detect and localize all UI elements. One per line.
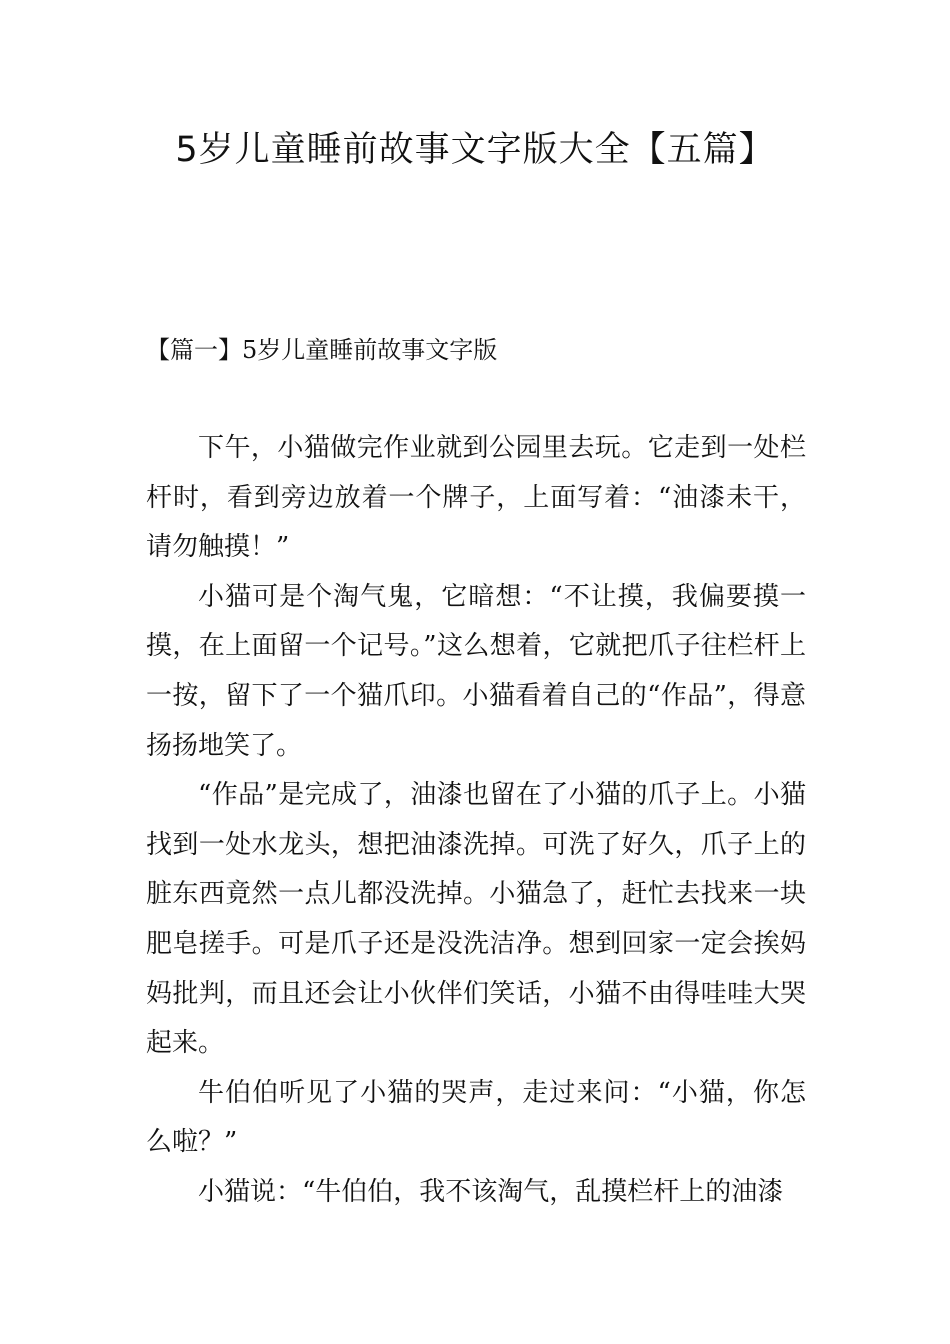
paragraph: 牛伯伯听见了小猫的哭声，走过来问：“小猫，你怎么啦？” (146, 1077, 806, 1158)
paragraph: 小猫可是个淘气鬼，它暗想：“不让摸，我偏要摸一摸，在上面留一个记号。”这么想着，它就把爪子往栏杆上一按，留下了一个猫爪印。小猫看着自己的“作品”，得意扬扬地笑了。 (146, 581, 806, 761)
paragraph: 下午，小猫做完作业就到公园里去玩。它走到一处栏杆时，看到旁边放着一个牌子，上面写着：“油漆未干，请勿触摸！” (146, 433, 806, 563)
story-body (146, 424, 806, 1218)
section-heading: 【篇一】5岁儿童睡前故事文字版 (146, 336, 498, 364)
paragraph: “作品”是完成了，油漆也留在了小猫的爪子上。小猫找到一处水龙头，想把油漆洗掉。可洗了好久，爪子上的脏东西竟然一点儿都没洗掉。小猫急了，赶忙去找来一块肥皂搓手。可是爪子还是没洗洁净。想到回家一定会挨妈妈批判，而且还会让小伙伴们笑话，小猫不由得哇哇大哭起来。 (146, 780, 806, 1059)
paragraph: 小猫说：“牛伯伯，我不该淘气，乱摸栏杆上的油漆 (198, 1176, 784, 1207)
document-title: 5岁儿童睡前故事文字版大全【五篇】 (175, 130, 775, 170)
